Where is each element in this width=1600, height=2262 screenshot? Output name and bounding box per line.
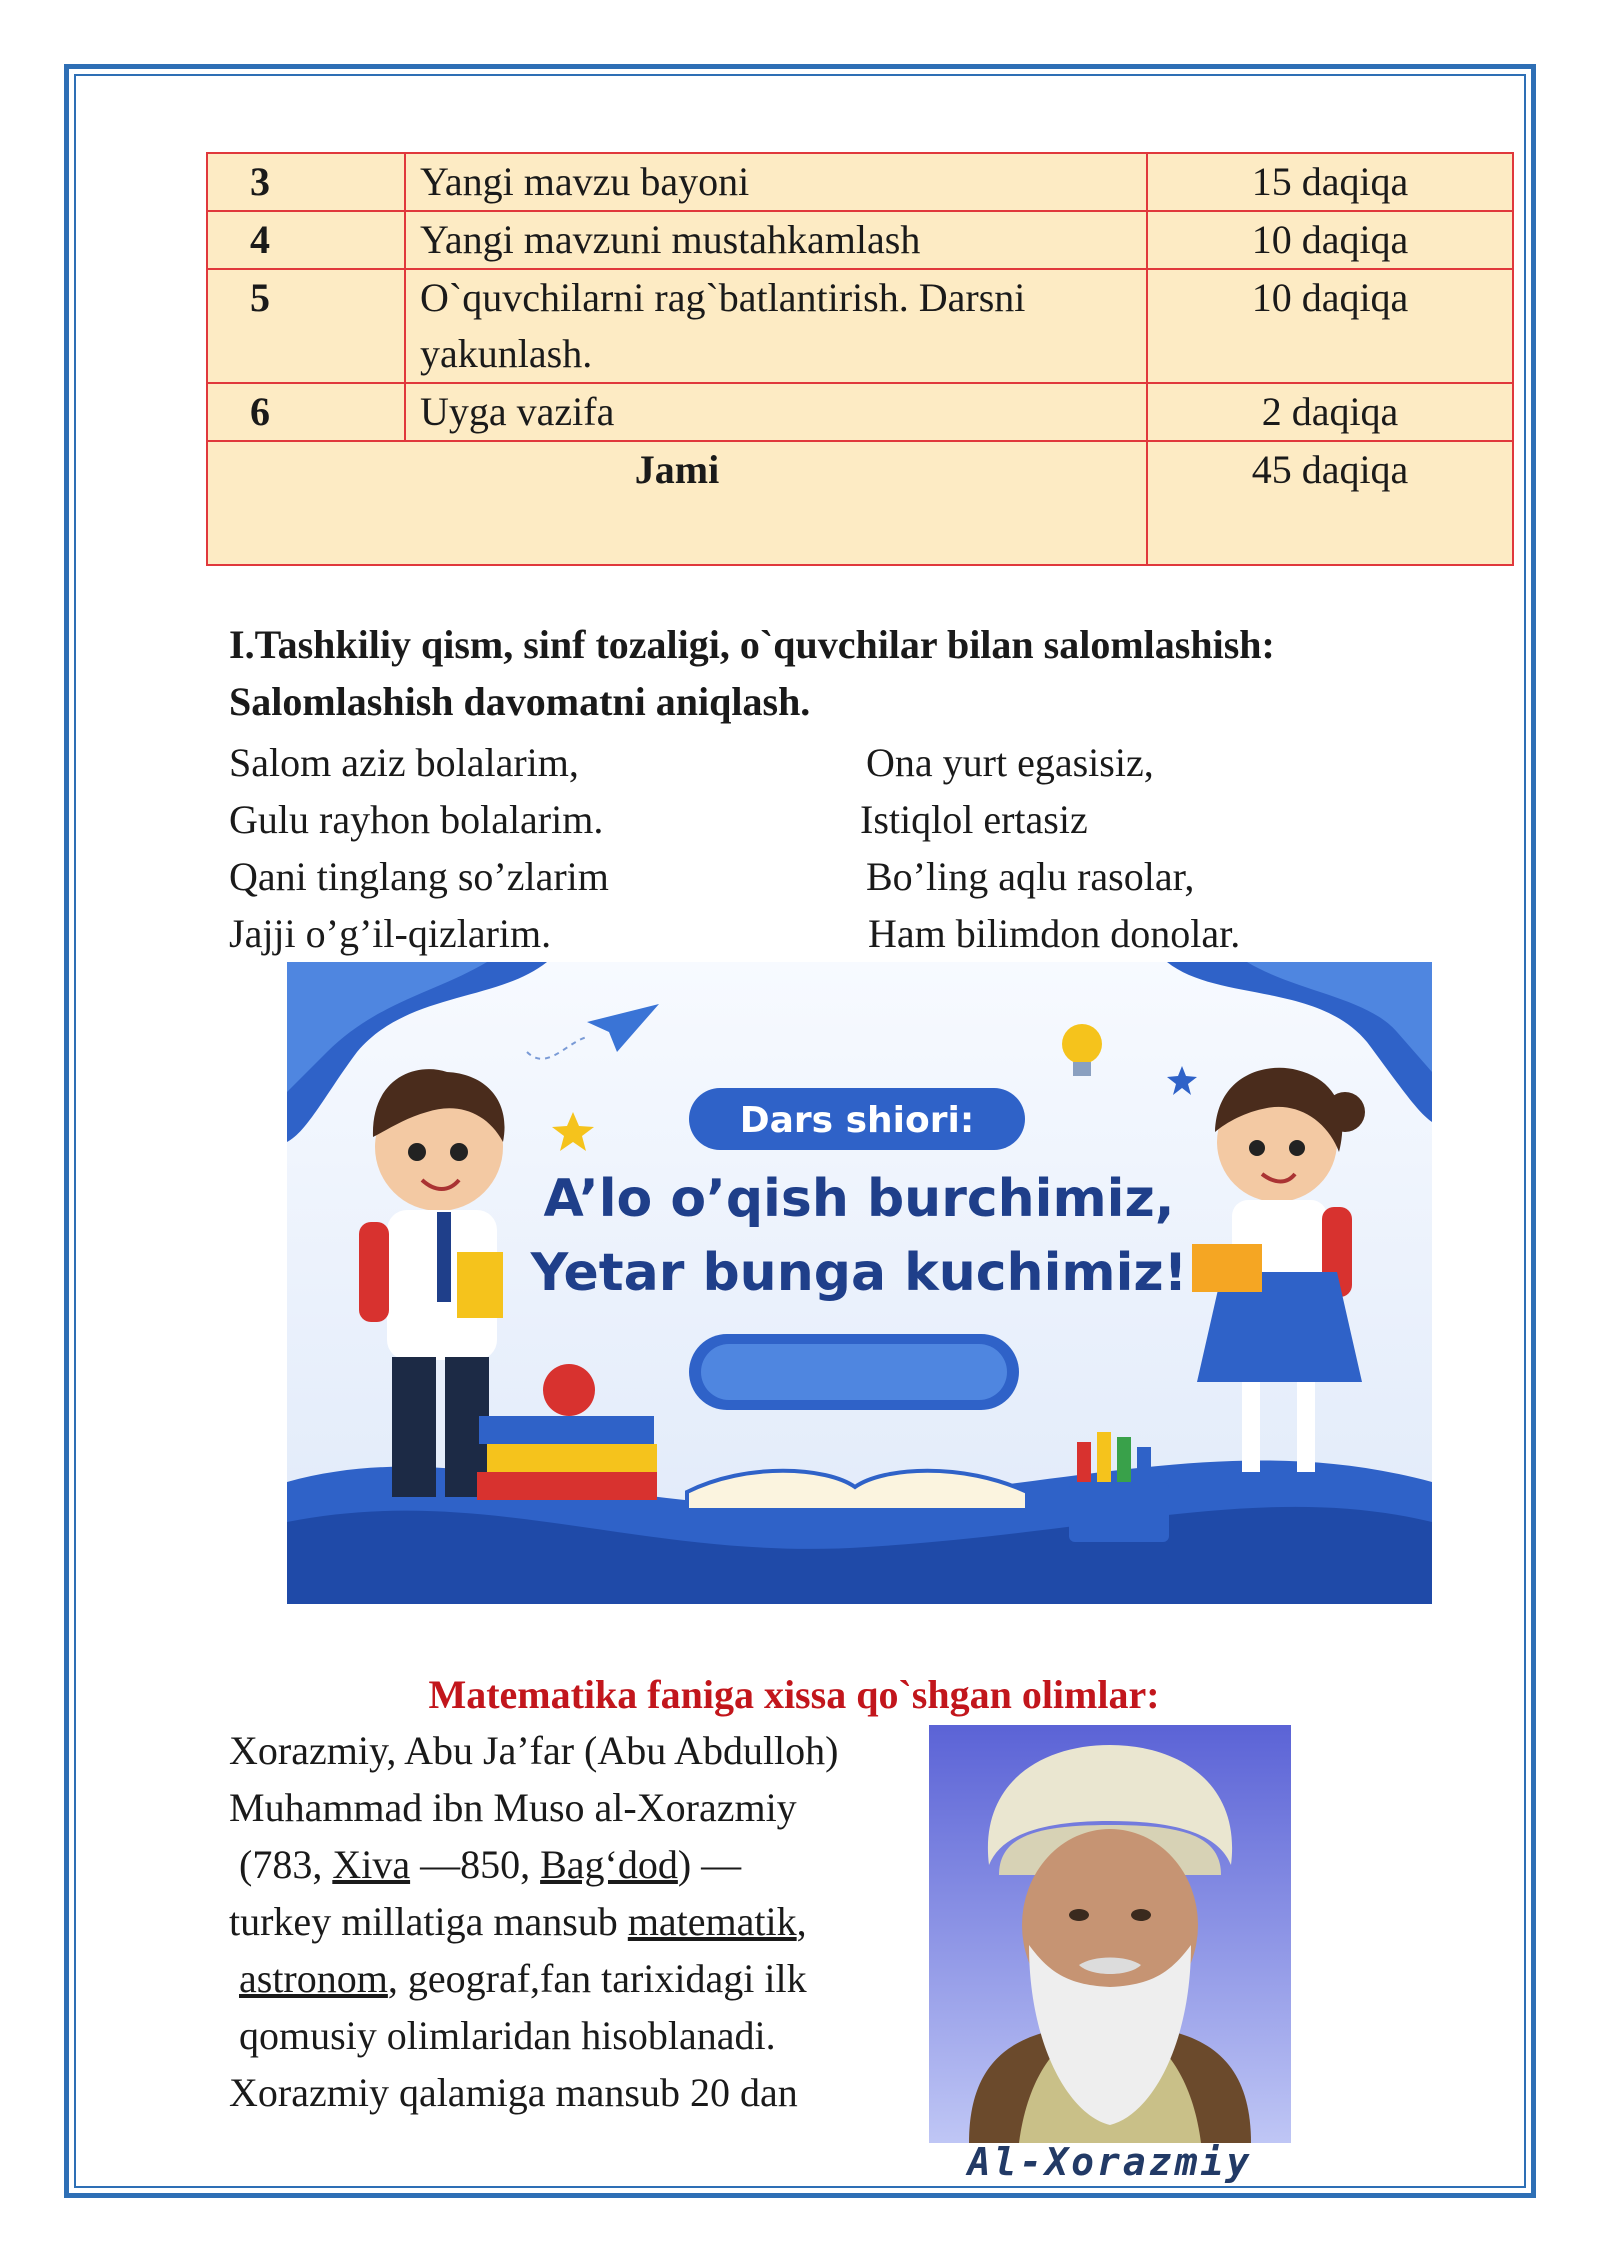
lightbulb-icon: [1062, 1024, 1102, 1064]
scientists-heading: Matematika faniga xissa qo`shgan olimlar:: [428, 1672, 1160, 1717]
row-number: 5: [207, 269, 405, 383]
poem-line: Ham bilimdon donolar.: [868, 911, 1241, 956]
apple-icon: [543, 1364, 595, 1416]
poem-right-column: [860, 734, 1240, 962]
row-duration: 2 daqiqa: [1147, 383, 1513, 441]
poem-line: Ona yurt egasisiz,: [866, 740, 1154, 785]
poem-line: Jajji o’g’il-qizlarim.: [229, 911, 552, 956]
motto-badge: Dars shiori:: [739, 1100, 975, 1141]
row-activity: Uyga vazifa: [405, 383, 1147, 441]
section-heading: [229, 616, 1479, 730]
bagdod-link[interactable]: Bag‘dod: [540, 1842, 678, 1887]
row-number: 3: [207, 153, 405, 211]
row-number: 4: [207, 211, 405, 269]
xorazmiy-bio: [229, 1722, 839, 2121]
row-activity: Yangi mavzu bayoni: [405, 153, 1147, 211]
table-row: [207, 383, 1513, 441]
bio-line: qomusiy olimlaridan hisoblanadi.: [239, 2013, 776, 2058]
poem-line: Istiqlol ertasiz: [860, 797, 1088, 842]
poem-line: Salom aziz bolalarim,: [229, 740, 579, 785]
bio-line: Muhammad ibn Muso al-Xorazmiy: [229, 1785, 797, 1830]
section-heading-line1: I.Tashkiliy qism, sinf tozaligi, o`quvchilar bilan salomlashish:: [229, 622, 1275, 667]
bio-line: (783, Xiva —850, Bag‘dod) —: [239, 1842, 742, 1887]
motto-line2: Yetar bunga kuchimiz!: [530, 1243, 1188, 1303]
bio-line: Xorazmiy qalamiga mansub 20 dan: [229, 2070, 798, 2115]
astronom-link[interactable]: astronom: [239, 1956, 388, 2001]
row-activity: O`quvchilarni rag`batlantirish. Darsni yakunlash.: [405, 269, 1147, 383]
poem-line: Gulu rayhon bolalarim.: [229, 797, 604, 842]
section-heading-line2: Salomlashish davomatni aniqlash.: [229, 679, 811, 724]
row-duration: 10 daqiqa: [1147, 211, 1513, 269]
row-duration: 10 daqiqa: [1147, 269, 1513, 383]
total-label: Jami: [207, 441, 1147, 565]
lesson-plan-table: [206, 152, 1514, 566]
xorazmiy-portrait: [929, 1725, 1291, 2143]
motto-line1: A’lo o’qish burchimiz,: [543, 1169, 1175, 1229]
bio-line: turkey millatiga mansub matematik,: [229, 1899, 807, 1944]
total-duration: 45 daqiqa: [1147, 441, 1513, 565]
table-row: [207, 269, 1513, 383]
table-row: [207, 153, 1513, 211]
table-total-row: [207, 441, 1513, 565]
poem-line: Qani tinglang so’zlarim: [229, 854, 609, 899]
poem-left-column: [229, 734, 609, 962]
xiva-link[interactable]: Xiva: [332, 1842, 411, 1887]
row-duration: 15 daqiqa: [1147, 153, 1513, 211]
poem-line: Bo’ling aqlu rasolar,: [866, 854, 1195, 899]
banner-illustration: [287, 962, 1432, 1604]
lesson-motto-banner: [287, 962, 1432, 1604]
row-number: 6: [207, 383, 405, 441]
bio-line: astronom, geograf,fan tarixidagi ilk: [239, 1956, 807, 2001]
row-activity: Yangi mavzuni mustahkamlash: [405, 211, 1147, 269]
table-row: [207, 211, 1513, 269]
portrait-caption: Al-Xorazmiy: [967, 2140, 1253, 2184]
matematik-link[interactable]: matematik: [627, 1899, 797, 1944]
bio-line: Xorazmiy, Abu Ja’far (Abu Abdulloh): [229, 1728, 839, 1773]
